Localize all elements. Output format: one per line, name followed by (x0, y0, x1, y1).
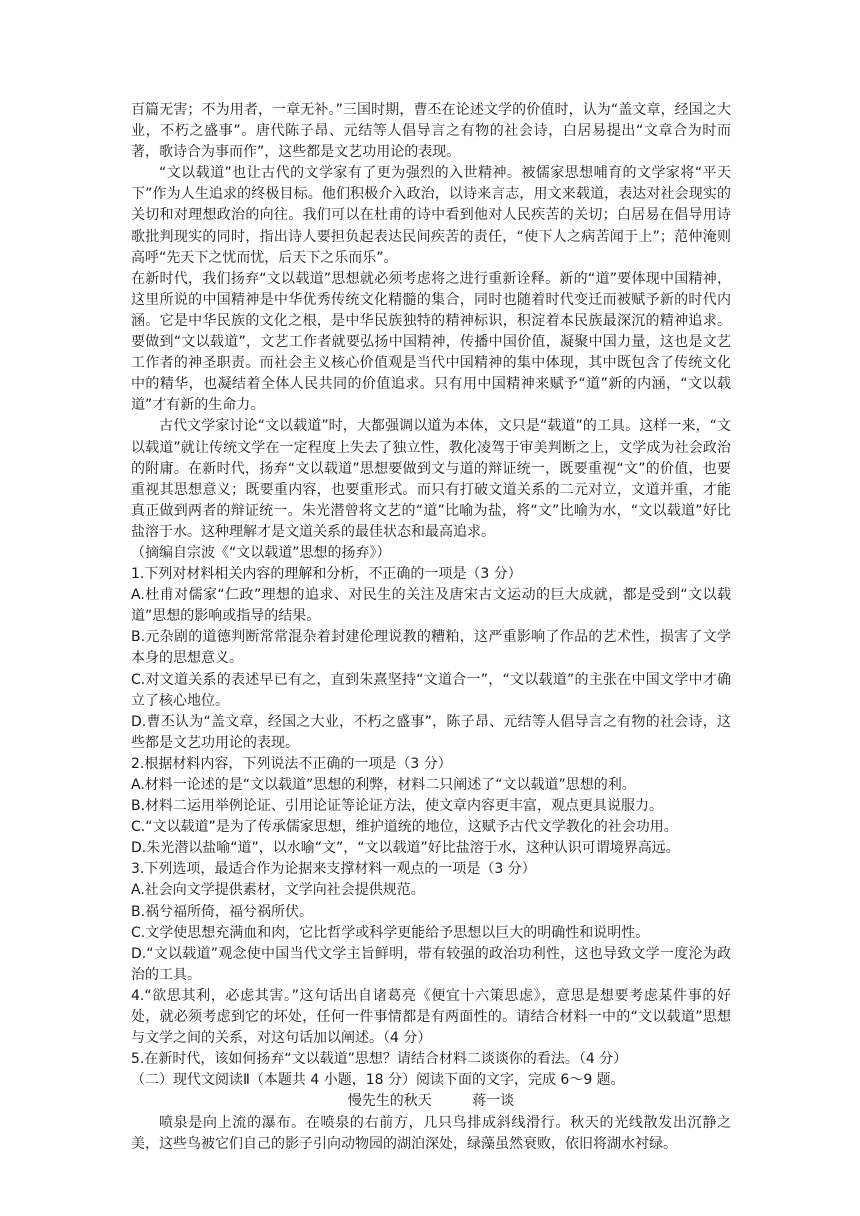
question-3-stem: 3.下列选项，最适合作为论据来支撑材料一观点的一项是（3 分） (131, 861, 536, 878)
question-1-stem: 1.下列对材料相关内容的理解和分析，不正确的一项是（3 分） (131, 566, 522, 583)
story-title-line (131, 1091, 731, 1112)
material-paragraph: 在新时代，我们扬弃“文以载道”思想就必须考虑将之进行重新诠释。新的“道”要体现中国精神，这里所说的中国精神是中华优秀传统文化精髓的集合，同时也随着时代变迁而被赋予新的时代内涵。它是中华民族的文化之根，是中华民族独特的精神标识，积淀着本民族最深沉的精神追求。要做到“文以载道”，文艺工作者就要弘扬中国精神，传播中国价值，凝聚中国力量，这也是文艺工作者的神圣职责。而社会主义核心价值观是当代中国精神的集中体现，其中既包含了传统文化中的精华，也凝结着全体人民共同的价值追求。只有用中国精神来赋予“道”新的内涵，“文以载道”才有新的生命力。 (131, 270, 731, 414)
question-2-option-a: A.材料一论述的是“文以载道”思想的利弊，材料二只阐述了“文以载道”思想的利。 (131, 777, 636, 793)
material-paragraph: “文以载道”也让古代的文学家有了更为强烈的入世精神。被儒家思想哺育的文学家将“平天下”作为人生追求的终极目标。他们积极介入政治，以诗来言志，用文来载道，表达对社会现实的关切和对理想政治的向往。我们可以在杜甫的诗中看到他对人民疾苦的关切；白居易在倡导用诗歌批判现实的同时，指出诗人要担负起表达民间疾苦的责任，“使下人之病苦闻于上”；范仲淹则高呼“先天下之忧而忧，后天下之乐而乐”。 (131, 165, 731, 266)
question-1-option-b: B.元杂剧的道德判断常常混杂着封建伦理说教的糟粕，这严重影响了作品的艺术性，损害了文学本身的思想意义。 (131, 629, 731, 667)
question-2-option-d: D.朱光潜以盐喻“道”，以水喻“文”，“文以载道”好比盐溶于水，这种认识可谓境界高远。 (131, 840, 680, 857)
story-title: 慢先生的秋天 (347, 1093, 432, 1110)
material-paragraph: 百篇无害；不为用者，一章无补。”三国时期，曹丕在论述文学的价值时，认为“盖文章，经国之大业，不朽之盛事”。唐代陈子昂、元结等人倡导言之有物的社会诗，白居易提出“文章合为时而著，歌诗合为事而作”，这些都是文艺功用论的表现。 (131, 102, 731, 161)
story-author: 蒋一谈 (472, 1093, 515, 1110)
question-3-option-d: D.“文以载道”观念使中国当代文学主旨鲜明，带有较强的政治功利性，这也导致文学一度沦为政治的工具。 (131, 945, 731, 983)
material-paragraph: 古代文学家讨论“文以载道”时，大都强调以道为本体，文只是“载道”的工具。这样一来，“文以载道”就让传统文学在一定程度上失去了独立性，教化凌驾于审美判断之上，文学成为社会政治的附庸。在新时代，扬弃“文以载道”思想要做到文与道的辩证统一，既要重视“文”的价值，也要重视其思想意义；既要重内容，也要重形式。而只有打破文道关系的二元对立，文道并重，才能真正做到两者的辩证统一。朱光潜曾将文艺的“道”比喻为盐，将“文”比喻为水，“文以载道”好比盐溶于水。这种理解才是文道关系的最佳状态和最高追求。 (131, 418, 731, 540)
question-3-option-b: B.祸兮福所倚，福兮祸所伏。 (131, 903, 314, 920)
question-3-option-a: A.社会向文学提供素材，文学向社会提供规范。 (131, 882, 425, 899)
question-4: 4.“欲思其利，必虑其害。”这句话出自诸葛亮《便宜十六策思虑》，意思是想要考虑某件事的好处，就必须考虑到它的坏处，任何一件事情都是有两面性的。请结合材料一中的“文以载道”思想与文学之间的关系，对这句话加以阐述。（4 分） (131, 987, 731, 1047)
exam-page (131, 100, 731, 1155)
question-3-option-c: C.文学使思想充满血和肉，它比哲学或科学更能给予思想以巨大的明确性和说明性。 (131, 924, 650, 941)
question-1-option-c: C.对文道关系的表述早已有之，直到朱熹坚持“文道合一”，“文以载道”的主张在中国文学中才确立了核心地位。 (131, 671, 731, 709)
question-2-option-b: B.材料二运用举例论证、引用论证等论证方法，使文章内容更丰富，观点更具说服力。 (131, 798, 664, 815)
section-two-header: （二）现代文阅读Ⅱ（本题共 4 小题，18 分）阅读下面的文字，完成 6～9 题。 (131, 1072, 625, 1089)
question-1-option-a: A.杜甫对儒家“仁政”理想的追求、对民生的关注及唐宋古文运动的巨大成就，都是受到“文以载道”思想的影响或指导的结果。 (131, 587, 731, 625)
question-5: 5.在新时代，该如何扬弃“文以载道”思想？请结合材料二谈谈你的看法。（4 分） (131, 1051, 628, 1068)
question-2-option-c: C.“文以载道”是为了传承儒家思想，维护道统的地位，这赋予古代文学教化的社会功用。 (131, 819, 678, 836)
question-2-stem: 2.根据材料内容，下列说法不正确的一项是（3 分） (131, 755, 452, 772)
question-1-option-d: D.曹丕认为“盖文章，经国之大业，不朽之盛事”，陈子昂、元结等人倡导言之有物的社会诗，这些都是文艺功用论的表现。 (131, 713, 731, 751)
story-opening-paragraph: 喷泉是向上流的瀑布。在喷泉的右前方，几只鸟排成斜线滑行。秋天的光线散发出沉静之美，这些鸟被它们自己的影子引向动物园的湖泊深处，绿藻虽然衰败，依旧将湖水衬绿。 (131, 1114, 731, 1152)
material-source: （摘编自宗波《“文以载道”思想的扬弃》） (131, 544, 391, 561)
